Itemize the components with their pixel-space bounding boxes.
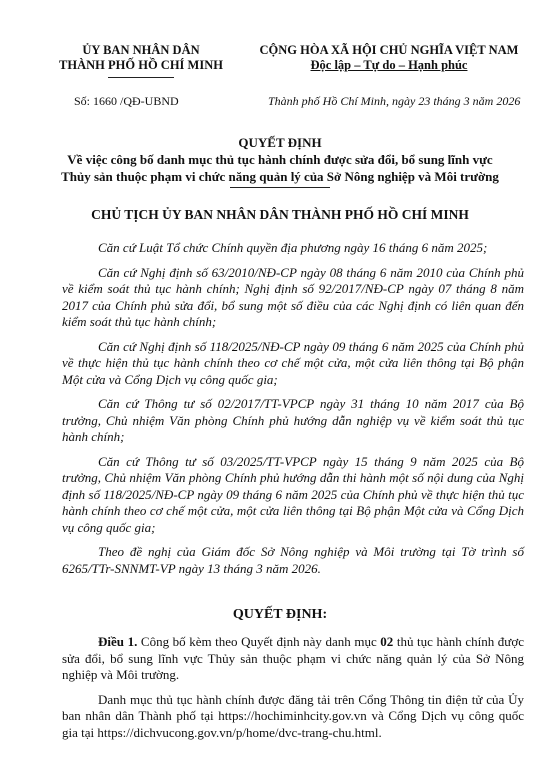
article-1 [62, 634, 524, 741]
preamble-item: Căn cứ Thông tư số 02/2017/TT-VPCP ngày 31 tháng 10 năm 2017 của Bộ trưởng, Chủ nhiệm Văn phòng Chính phủ hướng dẫn nghiệp vụ về kiểm soát thủ tục hành chính; [62, 396, 524, 444]
place-date: Thành phố Hồ Chí Minh, ngày 23 tháng 3 năm 2026 [268, 94, 521, 108]
article-1-text-before: Công bố kèm theo Quyết định này danh mục [137, 634, 381, 649]
agency-line1: ỦY BAN NHÂN DÂN [82, 43, 200, 57]
issuing-agency [56, 43, 226, 73]
authority-heading: CHỦ TỊCH ỦY BAN NHÂN DÂN THÀNH PHỐ HỒ CHÍ MINH [91, 207, 469, 222]
country-name: CỘNG HÒA XÃ HỘI CHỦ NGHĨA VIỆT NAM [259, 43, 519, 57]
national-motto [248, 43, 530, 73]
doc-subject-line2: Thủy sản thuộc phạm vi chức năng quản lý của Sở Nông nghiệp và Môi trường [61, 169, 499, 184]
title-underline [230, 187, 330, 188]
decision-heading: QUYẾT ĐỊNH: [232, 607, 328, 622]
preamble-item: Căn cứ Thông tư số 03/2025/TT-VPCP ngày 15 tháng 9 năm 2025 của Bộ trưởng, Chủ nhiệm Văn phòng Chính phủ hướng dẫn thi hành một số nội dung của Nghị định số 118/2025/NĐ-CP ngày 09 tháng 6 năm 2025 của Chính phủ về thực hiện thủ tục hành chính theo cơ chế một cửa, một cửa liên thông tại Bộ phận Một cửa và Cổng Dịch vụ công quốc gia; [62, 453, 524, 535]
preamble [62, 240, 524, 577]
doc-title: QUYẾT ĐỊNH [238, 135, 322, 150]
agency-line2: THÀNH PHỐ HỒ CHÍ MINH [59, 58, 223, 72]
publication-paragraph: Danh mục thủ tục hành chính được đăng tải trên Cổng Thông tin điện tử của Ủy ban nhân dân Thành phố tại https://hochiminhcity.gov.vn và Cổng Dịch vụ công quốc gia tại https://dichvucong.gov.vn/p/home/dvc-trang-chu.html. [62, 691, 524, 740]
article-1-count: 02 [380, 634, 394, 649]
preamble-item: Căn cứ Nghị định số 118/2025/NĐ-CP ngày 09 tháng 6 năm 2025 của Chính phủ về thực hiện thủ tục hành chính theo cơ chế một cửa, một cửa liên thông tại Bộ phận Một cửa và Cổng Dịch vụ công quốc gia; [62, 338, 524, 387]
doc-number: Số: 1660 /QĐ-UBND [74, 94, 179, 108]
motto: Độc lập – Tự do – Hạnh phúc [310, 58, 468, 72]
preamble-item: Theo đề nghị của Giám đốc Sở Nông nghiệp và Môi trường tại Tờ trình số 6265/TTr-SNNMT-VP ngày 13 tháng 3 năm 2026. [62, 544, 524, 576]
doc-subject-line1: Về việc công bố danh mục thủ tục hành chính được sửa đổi, bổ sung lĩnh vực [67, 152, 493, 167]
preamble-item: Căn cứ Nghị định số 63/2010/NĐ-CP ngày 08 tháng 6 năm 2010 của Chính phủ về kiểm soát thủ tục hành chính; Nghị định số 92/2017/NĐ-CP ngày 07 tháng 8 năm 2017 của Chính phủ sửa đổi, bổ sung một số điều của các Nghị định có liên quan đến kiểm soát thủ tục hành chính; [62, 264, 524, 329]
article-1-label: Điều 1. [98, 634, 138, 649]
preamble-item: Căn cứ Luật Tổ chức Chính quyền địa phương ngày 16 tháng 6 năm 2025; [98, 240, 488, 255]
agency-underline [108, 77, 174, 78]
article-1-text-after: thủ tục hành chính được sửa đổi, bổ sung lĩnh vực Thủy sản thuộc phạm vi chức năng quản lý của Sở Nông nghiệp và Môi trường. [62, 634, 524, 682]
